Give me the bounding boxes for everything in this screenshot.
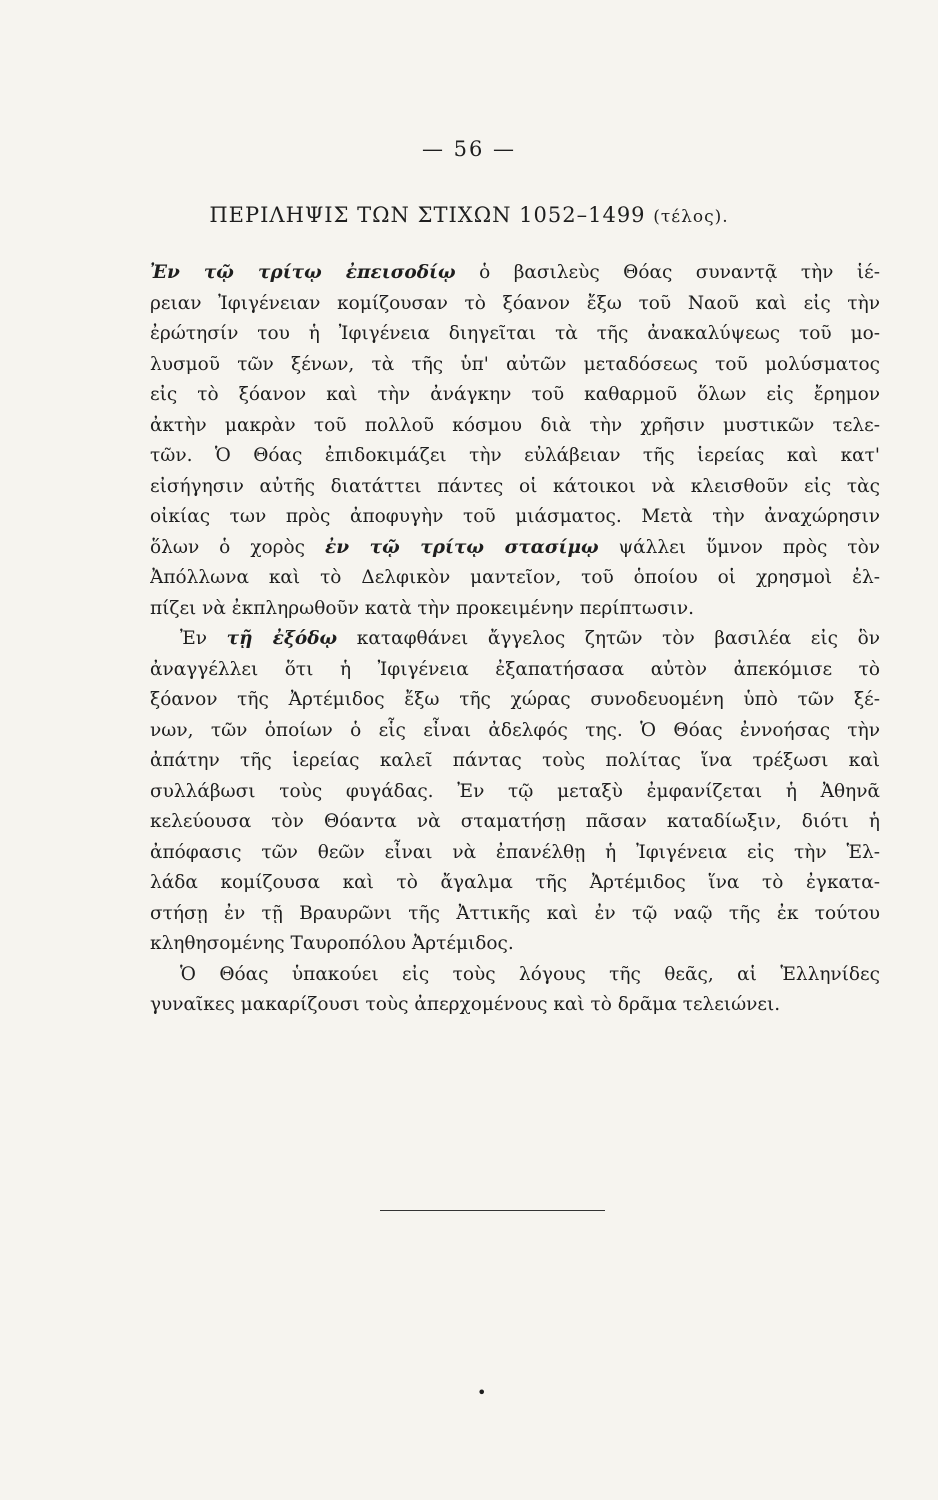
text-line	[150, 441, 880, 472]
line-text: ἀπόφασις τῶν θεῶν εἶναι νὰ ἐπανέλθῃ ἡ Ἰφιγένεια εἰς τὴν Ἑλ-	[150, 841, 880, 863]
line-text: κληθησομένης Ταυροπόλου Ἀρτέμιδος.	[150, 933, 514, 954]
line-text: στήσῃ ἐν τῇ Βραυρῶνι τῆς Ἀττικῆς καὶ ἐν τῷ ναῷ τῆς ἐκ τούτου	[150, 902, 880, 924]
text-line	[150, 899, 880, 930]
line-text: ἀπάτην τῆς ἱερείας καλεῖ πάντας τοὺς πολίτας ἵνα τρέξωσι καὶ	[150, 750, 880, 771]
text-line	[150, 502, 880, 533]
text-line	[150, 258, 880, 289]
line-text: πίζει νὰ ἐκπληρωθοῦν κατὰ τὴν προκειμένην περίπτωσιν.	[150, 597, 694, 619]
heading-main: ΠΕΡΙΛΗΨΙΣ ΤΩΝ ΣΤΙΧΩΝ 1052–1499	[209, 203, 646, 227]
line-text: ξόανον τῆς Ἀρτέμιδος ἔξω τῆς χώρας συνοδευομένη ὑπὸ τῶν ξέ-	[150, 689, 880, 710]
text-line	[150, 411, 880, 442]
text-line	[150, 746, 880, 777]
line-text: Ἀπόλλωνα καὶ τὸ Δελφικὸν μαντεῖον, τοῦ ὁποίου οἱ χρησμοὶ ἐλ-	[150, 567, 880, 588]
line-text: νων, τῶν ὁποίων ὁ εἷς εἶναι ἀδελφός της. Ὁ Θόας ἐννοήσας τὴν	[150, 719, 880, 741]
text-line	[150, 868, 880, 899]
line-text: εἰς τὸ ξόανον καὶ τὴν ἀνάγκην τοῦ καθαρμοῦ ὅλων εἰς ἔρημον	[150, 384, 880, 405]
paragraph	[150, 960, 880, 1021]
text-line	[150, 289, 880, 320]
line-text: ἀκτὴν μακρὰν τοῦ πολλοῦ κόσμου διὰ τὴν χρῆσιν μυστικῶν τελε-	[150, 414, 880, 436]
text-line	[150, 472, 880, 503]
page-number: — 56 —	[421, 137, 517, 161]
line-text: τῶν. Ὁ Θόας ἐπιδοκιμάζει τὴν εὐλάβειαν τῆς ἱερείας καὶ κατ'	[150, 445, 880, 466]
line-text: ρειαν Ἰφιγένειαν κομίζουσαν τὸ ξόανον ἔξω τοῦ Ναοῦ καὶ εἰς τὴν	[150, 292, 880, 314]
text-line	[150, 350, 880, 381]
paragraph	[150, 624, 880, 960]
text-line	[150, 990, 880, 1021]
text-line	[150, 960, 880, 991]
footer-mark: •	[477, 1383, 487, 1402]
line-text: γυναῖκες μακαρίζουσι τοὺς ἀπερχομένους καὶ τὸ δρᾶμα τελειώνει.	[150, 994, 781, 1015]
line-text: καταφθάνει ἄγγελος ζητῶν τὸν βασιλέα εἰς ὃν	[337, 628, 880, 649]
body-text	[150, 258, 880, 1021]
line-text: ἀναγγέλλει ὅτι ἡ Ἰφιγένεια ἐξαπατήσασα αὐτὸν ἀπεκόμισε τὸ	[150, 658, 880, 680]
text-line	[150, 777, 880, 808]
text-line	[150, 319, 880, 350]
text-line	[150, 594, 880, 625]
text-line	[150, 624, 880, 655]
line-prefix: Ἐν	[180, 628, 227, 649]
line-text: ψάλλει ὕμνον πρὸς τὸν	[598, 536, 880, 558]
heading-small: (τέλος).	[653, 207, 729, 227]
emphasis-term: τῇ ἐξόδῳ	[226, 628, 338, 649]
text-line	[150, 380, 880, 411]
line-text: οἰκίας των πρὸς ἀποφυγὴν τοῦ μιάσματος. Μετὰ τὴν ἀναχώρησιν	[150, 506, 880, 527]
section-divider	[380, 1210, 605, 1211]
text-line	[150, 929, 880, 960]
line-prefix: ὅλων ὁ χορὸς	[150, 536, 326, 558]
text-line	[150, 563, 880, 594]
page-heading	[0, 203, 938, 227]
line-text: λυσμοῦ τῶν ξένων, τὰ τῆς ὑπ' αὐτῶν μεταδόσεως τοῦ μολύσματος	[150, 353, 880, 375]
text-line	[150, 533, 880, 564]
line-text: ἐρώτησίν του ἡ Ἰφιγένεια διηγεῖται τὰ τῆς ἀνακαλύψεως τοῦ μο-	[150, 323, 880, 344]
emphasis-term: Ἐν τῷ τρίτῳ ἐπεισοδίῳ	[150, 262, 456, 283]
text-line	[150, 685, 880, 716]
line-text: κελεύουσα τὸν Θόαντα νὰ σταματήσῃ πᾶσαν καταδίωξιν, διότι ἡ	[150, 811, 880, 832]
line-text: ὁ βασιλεὺς Θόας συναντᾷ τὴν ἱέ-	[455, 262, 880, 283]
text-line	[150, 838, 880, 869]
line-text: Ὁ Θόας ὑπακούει εἰς τοὺς λόγους τῆς θεᾶς, αἱ Ἑλληνίδες	[180, 963, 880, 985]
line-text: συλλάβωσι τοὺς φυγάδας. Ἐν τῷ μεταξὺ ἐμφανίζεται ἡ Ἀθηνᾶ	[150, 780, 880, 802]
text-line	[150, 807, 880, 838]
text-line	[150, 716, 880, 747]
paragraph	[150, 258, 880, 624]
emphasis-term: ἐν τῷ τρίτῳ στασίμῳ	[325, 536, 599, 558]
line-text: εἰσήγησιν αὐτῆς διατάττει πάντες οἱ κάτοικοι νὰ κλεισθοῦν εἰς τὰς	[150, 475, 880, 497]
text-line	[150, 655, 880, 686]
line-text: λάδα κομίζουσα καὶ τὸ ἄγαλμα τῆς Ἀρτέμιδος ἵνα τὸ ἐγκατα-	[150, 872, 880, 893]
